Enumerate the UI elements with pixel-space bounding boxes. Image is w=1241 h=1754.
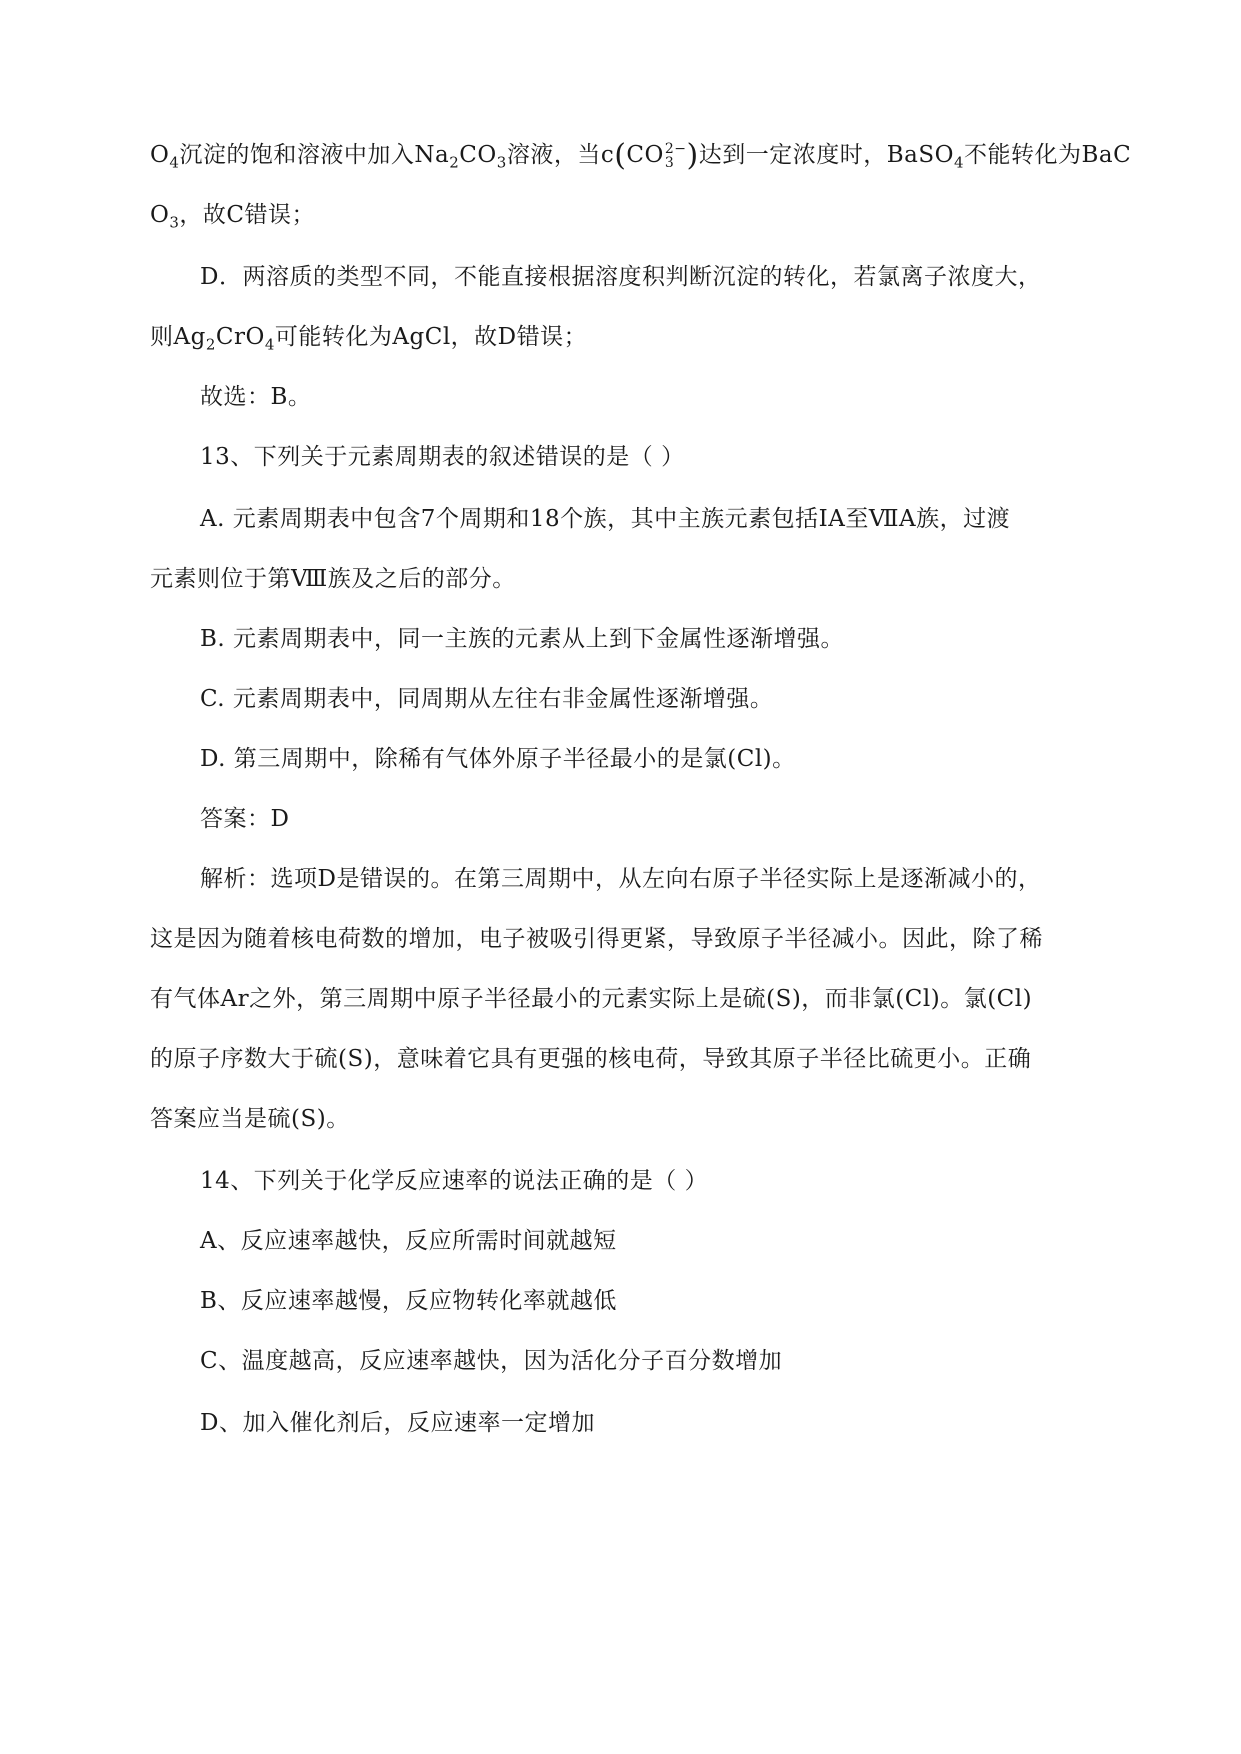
subscript: 4 bbox=[953, 153, 965, 172]
option-c: C、温度越高，反应速率越快，因为活化分子百分数增加 bbox=[200, 1348, 783, 1374]
option-c: C. 元素周期表中，同周期从左往右非金属性逐渐增强。 bbox=[200, 686, 774, 712]
question-13: 13、下列关于元素周期表的叙述错误的是（ ） bbox=[200, 444, 685, 470]
text-run: 溶液，当c bbox=[506, 142, 615, 168]
ion-subscript: 3 bbox=[664, 155, 675, 171]
explanation-line: 的原子序数大于硫(S)，意味着它具有更强的核电荷，导致其原子半径比硫更小。正确 bbox=[150, 1046, 1032, 1072]
subscript: 2 bbox=[205, 335, 216, 354]
option-b: B. 元素周期表中，同一主族的元素从上到下金属性逐渐增强。 bbox=[200, 626, 845, 652]
paragraph-line: D．两溶质的类型不同，不能直接根据溶度积判断沉淀的转化，若氯离子浓度大， bbox=[200, 264, 1042, 290]
paragraph-line bbox=[150, 322, 587, 352]
explanation-line: 答案应当是硫(S)。 bbox=[150, 1106, 350, 1132]
ion-base: CO bbox=[626, 142, 664, 168]
text-run: CrO bbox=[215, 324, 265, 350]
text-run: 沉淀的饱和溶液中加入Na bbox=[179, 142, 450, 168]
text-run: 则Ag bbox=[150, 324, 206, 350]
option-a-line2: 元素则位于第Ⅷ族及之后的部分。 bbox=[150, 566, 516, 592]
subscript: 2 bbox=[449, 153, 460, 172]
text-run: 可能转化为AgCl，故D错误； bbox=[274, 324, 588, 350]
subscript: 4 bbox=[169, 153, 180, 172]
subscript: 4 bbox=[264, 335, 275, 354]
explanation-line: 有气体Ar之外，第三周期中原子半径最小的元素实际上是硫(S)，而非氯(Cl)。氯(Cl) bbox=[150, 986, 1033, 1012]
option-d: D、加入催化剂后，反应速率一定增加 bbox=[200, 1410, 595, 1436]
text-run: O bbox=[150, 142, 170, 168]
paren-close: ) bbox=[686, 138, 699, 173]
subscript: 3 bbox=[169, 213, 180, 232]
option-b: B、反应速率越慢，反应物转化率就越低 bbox=[200, 1288, 617, 1314]
option-d: D. 第三周期中，除稀有气体外原子半径最小的是氯(Cl)。 bbox=[200, 746, 796, 772]
text-run: O bbox=[150, 202, 170, 228]
text-run: 达到一定浓度时，BaSO bbox=[698, 142, 954, 168]
answer-line: 故选：B。 bbox=[200, 384, 312, 410]
explanation-line: 解析：选项D是错误的。在第三周期中，从左向右原子半径实际上是逐渐减小的， bbox=[200, 866, 1042, 892]
option-a-line1: A. 元素周期表中包含7个周期和18个族，其中主族元素包括ⅠA至ⅦA族，过渡 bbox=[200, 506, 1011, 532]
text-run: 不能转化为BaC bbox=[964, 142, 1132, 168]
paren-open: ( bbox=[614, 138, 627, 173]
paragraph-line bbox=[150, 200, 315, 230]
explanation-line: 这是因为随着核电荷数的增加，电子被吸引得更紧，导致原子半径减小。因此，除了稀 bbox=[150, 926, 1043, 952]
ion-charge: 2− bbox=[664, 141, 687, 157]
option-a: A、反应速率越快，反应所需时间就越短 bbox=[200, 1228, 617, 1254]
paragraph-line bbox=[150, 140, 1131, 171]
subscript: 3 bbox=[496, 153, 507, 172]
answer-13: 答案：D bbox=[200, 806, 290, 832]
text-run: CO bbox=[459, 142, 497, 168]
text-run: ，故C错误； bbox=[179, 202, 316, 228]
carbonate-ion bbox=[626, 140, 686, 170]
question-14: 14、下列关于化学反应速率的说法正确的是（ ） bbox=[200, 1168, 709, 1194]
